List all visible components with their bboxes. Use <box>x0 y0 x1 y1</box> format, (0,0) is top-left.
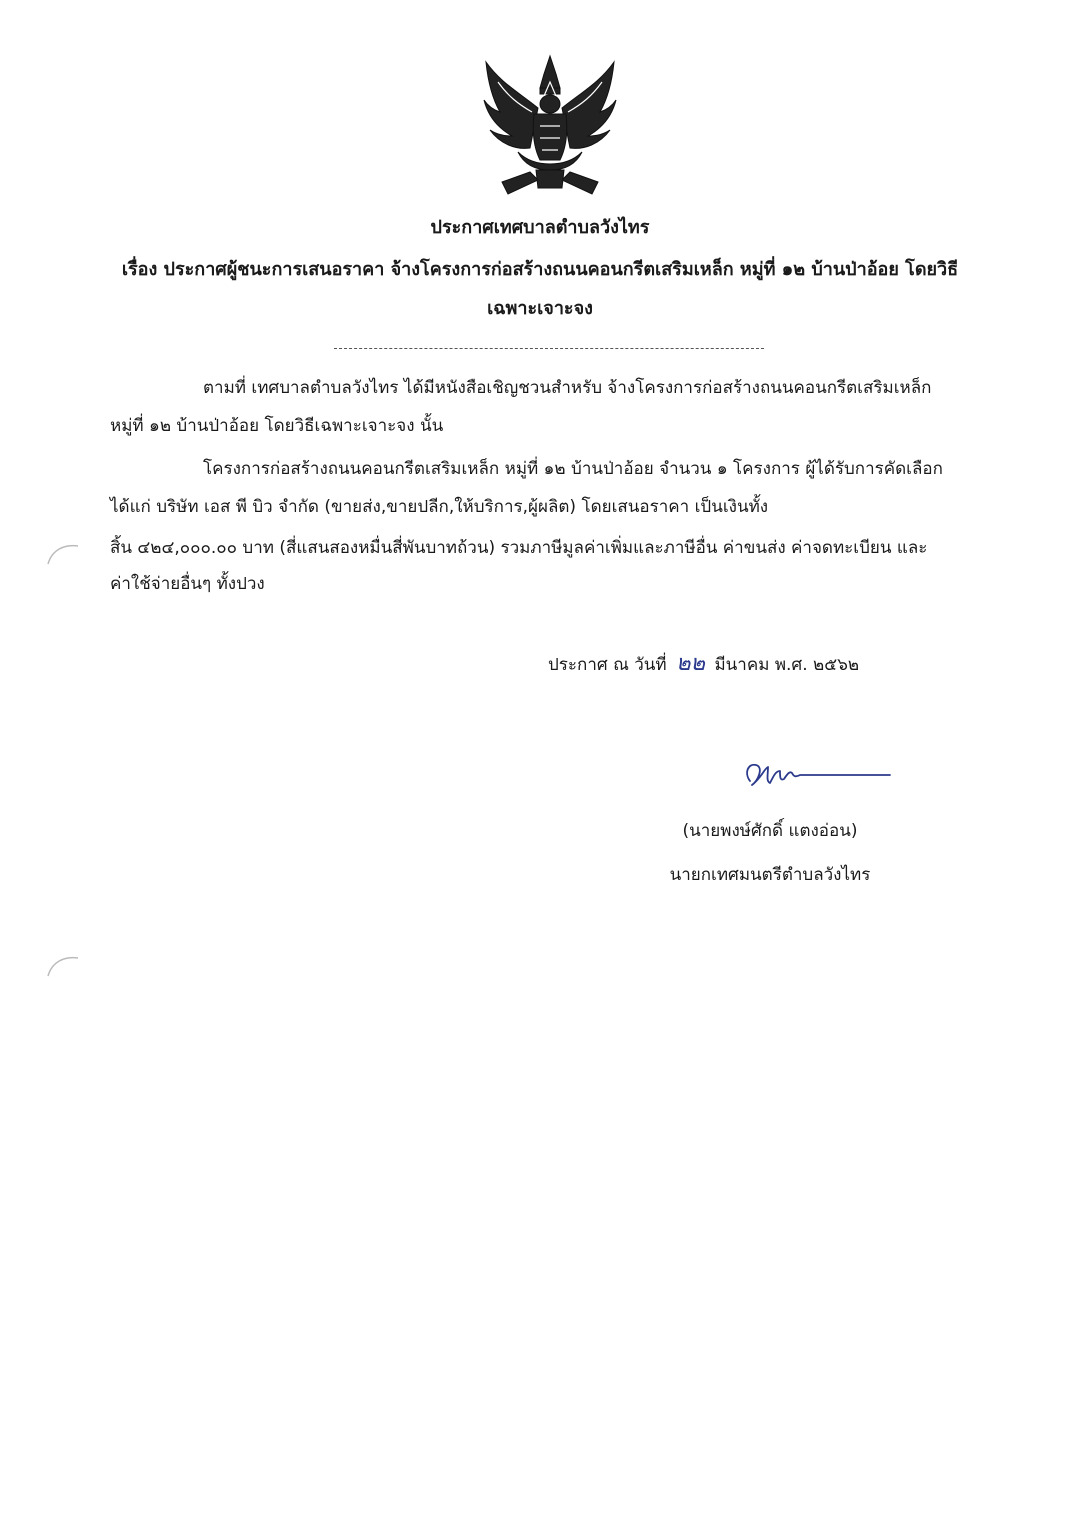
paragraph-1-line-2: หมู่ที่ ๑๒ บ้านป่าอ้อย โดยวิธีเฉพาะเจาะจง นั้น <box>110 416 444 436</box>
date-prefix: ประกาศ ณ วันที่ <box>548 655 667 675</box>
date-month-year: มีนาคม พ.ศ. ๒๕๖๒ <box>714 655 860 675</box>
signatory-position: นายกเทศมนตรีตำบลวังไทร <box>669 865 871 885</box>
punch-hole-mark <box>44 950 84 980</box>
paragraph-2-line-2: ได้แก่ บริษัท เอส พี บิว จำกัด (ขายส่ง,ขายปลีก,ให้บริการ,ผู้ผลิต) โดยเสนอราคา เป็นเงินทั้ง <box>110 497 769 517</box>
divider <box>334 348 764 349</box>
subject-line-1: เรื่อง ประกาศผู้ชนะการเสนอราคา จ้างโครงการก่อสร้างถนนคอนกรีตเสริมเหล็ก หมู่ที่ ๑๒ บ้านป่าอ้อย โดยวิธี <box>121 259 959 280</box>
garuda-emblem-icon <box>478 52 622 202</box>
paragraph-2-line-4: ค่าใช้จ่ายอื่นๆ ทั้งปวง <box>110 574 265 594</box>
date-day: ๒๒ <box>676 651 706 676</box>
paragraph-1-line-1: ตามที่ เทศบาลตำบลวังไทร ได้มีหนังสือเชิญชวนสำหรับ จ้างโครงการก่อสร้างถนนคอนกรีตเสริมเหล็ก <box>203 378 932 398</box>
paragraph-2-line-1: โครงการก่อสร้างถนนคอนกรีตเสริมเหล็ก หมู่ที่ ๑๒ บ้านป่าอ้อย จำนวน ๑ โครงการ ผู้ได้รับการคัดเลือก <box>203 459 943 479</box>
punch-hole-mark <box>44 538 84 568</box>
subject-line-2: เฉพาะเจาะจง <box>487 298 593 319</box>
paragraph-2-line-3: สิ้น ๔๒๔,๐๐๐.๐๐ บาท (สี่แสนสองหมื่นสี่พันบาทถ้วน) รวมภาษีมูลค่าเพิ่มและภาษีอื่น ค่าขนส่ง ค่าจดทะเบียน และ <box>110 538 928 558</box>
document-title: ประกาศเทศบาลตำบลวังไทร <box>430 217 650 238</box>
signatory-name: (นายพงษ์ศักดิ์ แตงอ่อน) <box>682 821 858 841</box>
handwritten-signature <box>734 755 894 795</box>
announcement-date <box>548 650 859 679</box>
